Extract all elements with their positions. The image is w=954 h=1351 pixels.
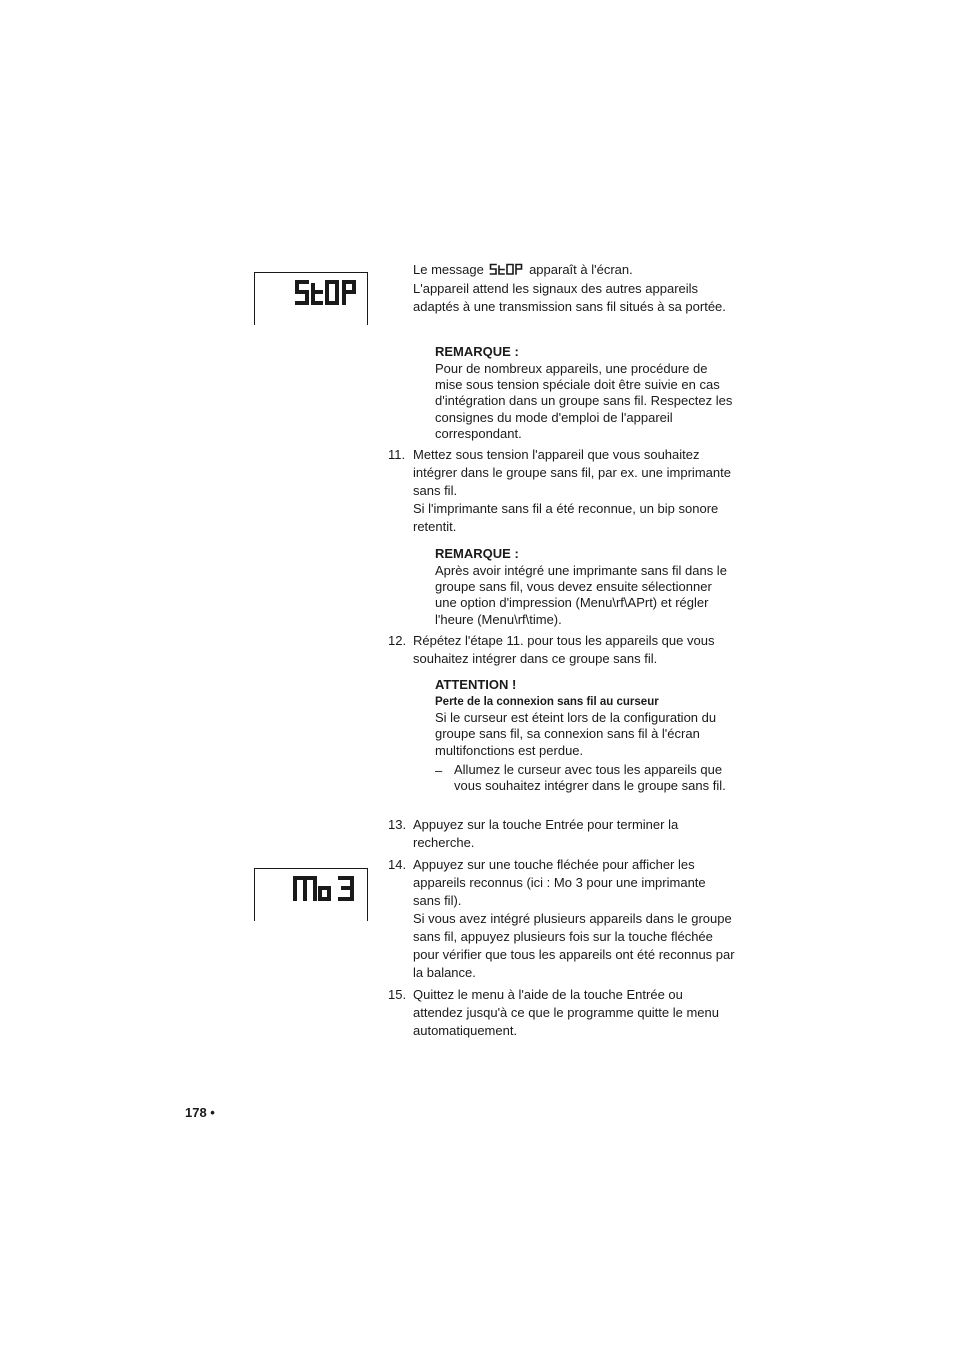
- step-14-text: Appuyez sur une touche fléchée pour afficher les appareils reconnus (ici : Mo 3 pour une imprimante sans fil).: [413, 857, 706, 908]
- attention-box: [435, 676, 735, 759]
- attention-subtitle: Perte de la connexion sans fil au curseur: [435, 696, 659, 708]
- note-2-title: REMARQUE :: [435, 546, 519, 561]
- note-2: [435, 545, 735, 628]
- lcd-display-mo3: [254, 868, 368, 921]
- attention-title: ATTENTION !: [435, 677, 517, 692]
- step-13-text: Appuyez sur la touche Entrée pour terminer la recherche.: [413, 817, 679, 850]
- note-1-title: REMARQUE :: [435, 344, 519, 359]
- intro-line: [413, 261, 735, 279]
- seven-segment-mo3-icon: [255, 869, 367, 921]
- step-15-number: 15.: [388, 987, 407, 1002]
- step-12-number: 12.: [388, 633, 407, 648]
- step-13-number: 13.: [388, 817, 407, 832]
- step-14-text-2: Si vous avez intégré plusieurs appareils dans le groupe sans fil, appuyez plusieurs fois sur la touche fléchée pour vérifier que tous les appareils ont été reconnus par la balance.: [413, 911, 735, 980]
- intro-before: Le message: [413, 262, 484, 277]
- step-11-text-2: Si l'imprimante sans fil a été reconnue, un bip sonore retentit.: [413, 501, 719, 534]
- step-15-text: Quittez le menu à l'aide de la touche Entrée ou attendez jusqu'à ce que le programme quitte le menu automatiquement.: [413, 987, 720, 1038]
- note-1-text: Pour de nombreux appareils, une procédure de mise sous tension spéciale doit être suivie en cas d'intégration dans un groupe sans fil. Respectez les consignes du mode d'emploi de l'appareil correspondant.: [435, 361, 733, 441]
- step-14-number: 14.: [388, 857, 407, 872]
- inline-stop-display-icon: [489, 263, 523, 276]
- intro-after: apparaît à l'écran.: [529, 262, 633, 277]
- attention-text: Si le curseur est éteint lors de la configuration du groupe sans fil, sa connexion sans fil à l'écran multifonctions est perdue.: [435, 710, 717, 758]
- attention-dash: –: [435, 763, 443, 778]
- seven-segment-stop-icon: [255, 273, 367, 325]
- attention-item: Allumez le curseur avec tous les appareils que vous souhaitez intégrer dans le groupe sans fil.: [454, 762, 726, 794]
- step-11-text: Mettez sous tension l'appareil que vous souhaitez intégrer dans le groupe sans fil, par ex. une imprimante sans fil.: [413, 447, 731, 498]
- step-11-number: 11.: [388, 447, 406, 462]
- note-1: [435, 343, 735, 442]
- intro-paragraph: L'appareil attend les signaux des autres appareils adaptés à une transmission sans fil situés à sa portée.: [413, 281, 726, 314]
- page-number: 178 •: [185, 1105, 215, 1120]
- note-2-text: Après avoir intégré une imprimante sans fil dans le groupe sans fil, vous devez ensuite sélectionner une option d'impression (Menu\rf\APrt) et régler l'heure (Menu\rf\time).: [435, 563, 727, 627]
- lcd-display-stop: [254, 272, 368, 325]
- step-12-text: Répétez l'étape 11. pour tous les appareils que vous souhaitez intégrer dans ce groupe sans fil.: [413, 633, 715, 666]
